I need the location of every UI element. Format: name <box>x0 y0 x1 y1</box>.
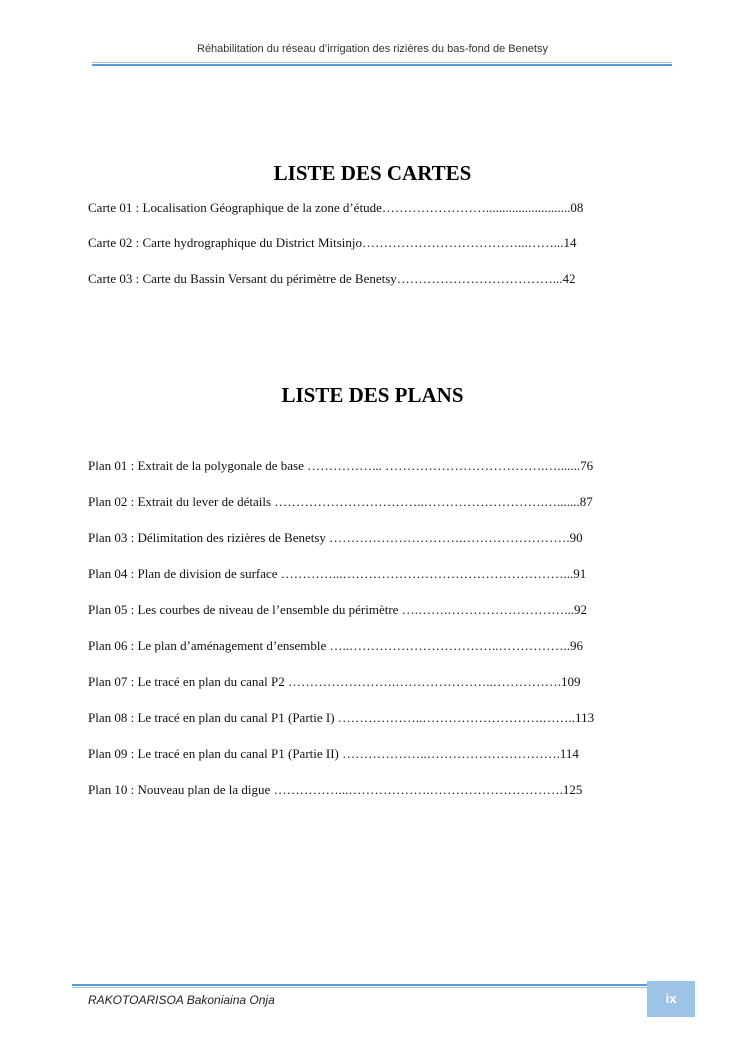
plans-section-title: LISTE DES PLANS <box>281 383 464 407</box>
footer-author: RAKOTOARISOA Bakoniaina Onja <box>88 993 275 1007</box>
page-header-title: Réhabilitation du réseau d’irrigation des rizières du bas-fond de Benetsy <box>197 43 548 55</box>
plan-entry-01: Plan 01 : Extrait de la polygonale de base ……………... ……………………………….….......76 <box>88 458 594 473</box>
plan-entry-09: Plan 09 : Le tracé en plan du canal P1 (Partie II) ………………..………………………….114 <box>88 746 579 761</box>
footer-divider <box>72 984 647 988</box>
carte-entry-03: Carte 03 : Carte du Bassin Versant du périmètre de Benetsy………………………………...42 <box>88 271 576 286</box>
carte-entry-01: Carte 01 : Localisation Géographique de la zone d’étude……………………..........................08 <box>88 200 584 215</box>
cartes-section-title: LISTE DES CARTES <box>273 161 472 185</box>
plan-entry-03: Plan 03 : Délimitation des rizières de Benetsy ………………………….…………………….90 <box>88 530 583 545</box>
plan-entry-05: Plan 05 : Les courbes de niveau de l’ensemble du périmètre ….…….………………………...92 <box>88 602 587 617</box>
page-number-badge: ix <box>647 981 695 1017</box>
plan-entry-06: Plan 06 : Le plan d’aménagement d’ensemble …..……………………………..……………..96 <box>88 638 584 653</box>
header-divider <box>92 62 672 66</box>
plan-entry-07: Plan 07 : Le tracé en plan du canal P2 …………………….…………………..…………….109 <box>88 674 581 689</box>
plan-entry-10: Plan 10 : Nouveau plan de la digue ……………...……………….………………………….125 <box>88 782 583 797</box>
plan-entry-02: Plan 02 : Extrait du lever de détails ……………………………..……………………….….......87 <box>88 494 593 509</box>
plan-entry-08: Plan 08 : Le tracé en plan du canal P1 (Partie I) ………………..……………………….……..113 <box>88 710 595 725</box>
carte-entry-02: Carte 02 : Carte hydrographique du District Mitsinjo………………………………...……...14 <box>88 235 577 250</box>
plan-entry-04: Plan 04 : Plan de division de surface …………...……………………………………………...91 <box>88 566 587 581</box>
